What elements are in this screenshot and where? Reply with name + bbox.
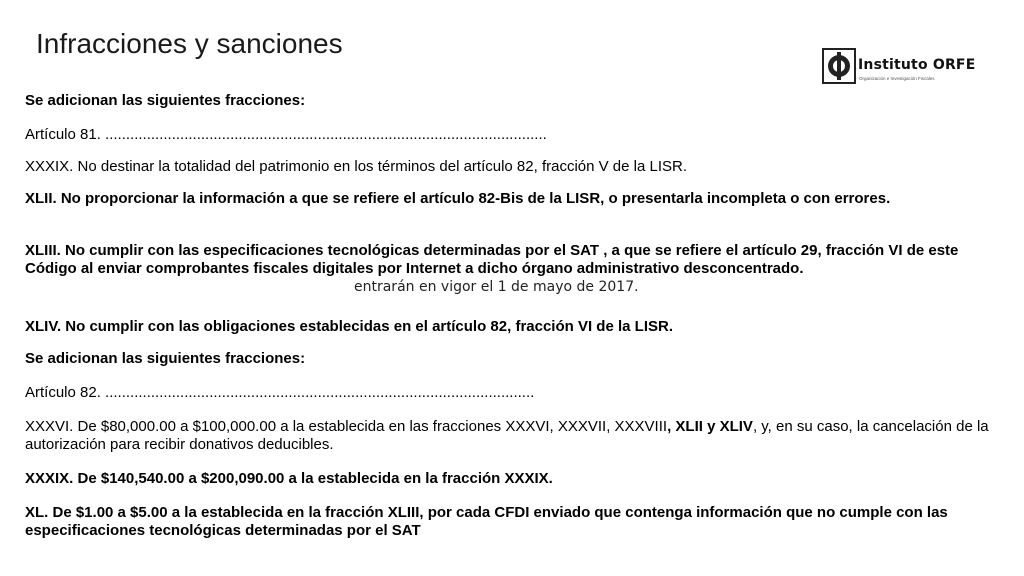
institute-logo (822, 48, 982, 88)
xxxvi-bold-text: , XLII y XLIV (667, 418, 753, 435)
xxxvi-normal-text: XXXVI. De $80,000.00 a $100,000.00 a la establecida en las fracciones XXXVI, XXXVII, XXXVIII (25, 418, 668, 435)
paragraph-xxxvi-sancion (25, 418, 1000, 454)
paragraph-xxxix-sancion: XXXIX. De $140,540.00 a $200,090.00 a la establecida en la fracción XXXIX. (25, 470, 553, 487)
paragraph-articulo-82: Artículo 82. ....................................................................................................... (25, 384, 535, 401)
xxxvi-tail-text: , y, en su caso, la cancelación de la autorización para recibir donativos deducibles. (25, 418, 989, 453)
logo-tagline: Organización e Investigación Fiscales (859, 76, 935, 81)
paragraph-heading-81: Se adicionan las siguientes fracciones: (25, 92, 306, 109)
paragraph-xl-sancion: XL. De $1.00 a $5.00 a la establecida en la fracción XLIII, por cada CFDI enviado que contenga información que no cumple con las especificaciones tecnológicas determinadas por el SAT (25, 504, 948, 539)
slide-title: Infracciones y sanciones (36, 28, 343, 59)
paragraph-xlii: XLII. No proporcionar la información a que se refiere el artículo 82-Bis de la LISR, o presentarla incompleta o con errores. (25, 190, 891, 207)
logo-name: Instituto ORFE (858, 57, 976, 73)
orfe-logo-icon (822, 48, 856, 84)
paragraph-xliv: XLIV. No cumplir con las obligaciones establecidas en el artículo 82, fracción VI de la LISR. (25, 318, 673, 335)
paragraph-xxxix: XXXIX. No destinar la totalidad del patrimonio en los términos del artículo 82, fracción V de la LISR. (25, 158, 688, 175)
paragraph-articulo-81: Artículo 81. .......................................................................................................... (25, 126, 547, 143)
paragraph-xliii: XLIII. No cumplir con las especificaciones tecnológicas determinadas por el SAT , a que se refiere el artículo 29, fracción VI de este Código al enviar comprobantes fiscales digitales por Internet a dicho órgano administrativo desconcentrado. (25, 242, 959, 277)
effective-date-note: entrarán en vigor el 1 de mayo de 2017. (354, 279, 639, 295)
paragraph-heading-82: Se adicionan las siguientes fracciones: (25, 350, 306, 367)
